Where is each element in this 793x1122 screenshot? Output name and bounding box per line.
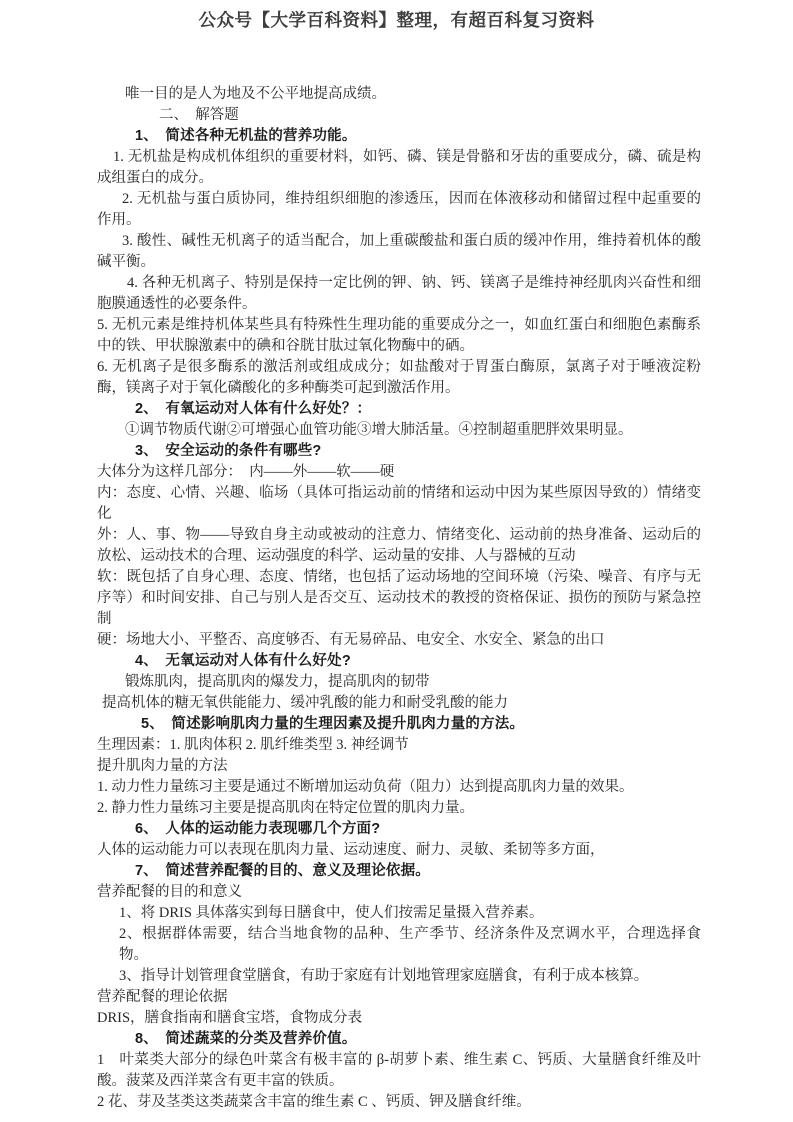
question-heading: 5、 简述影响肌肉力量的生理因素及提升肌肉力量的方法。 <box>141 716 525 732</box>
paragraph: 3、指导计划管理食堂膳食，有助于家庭有计划地管理家庭膳食，有利于成本核算。 <box>119 968 649 984</box>
paragraph: 2 花、芽及茎类这类蔬菜含丰富的维生素 C 、钙质、钾及膳食纤维。 <box>97 1094 531 1110</box>
question-heading: 8、 简述蔬菜的分类及营养价值。 <box>135 1031 357 1047</box>
question-heading: 1、 简述各种无机盐的营养功能。 <box>135 128 357 144</box>
question-heading: 3、 安全运动的条件有哪些? <box>135 443 322 459</box>
paragraph: 4. 各种无机离子、特别是保持一定比例的钾、钠、钙、镁离子是维持神经肌肉兴奋性和细胞膜通透性的必要条件。 <box>97 275 701 312</box>
watermark-title: 公众号【大学百科资料】整理，有超百科复习资料 <box>198 10 595 30</box>
paragraph: 外：人、事、物——导致自身主动或被动的注意力、情绪变化、运动前的热身准备、运动后的放松、运动技术的合理、运动强度的科学、运动量的安排、人与器械的互动 <box>97 527 701 564</box>
paragraph: 2. 无机盐与蛋白质协同，维持组织细胞的渗透压，因而在体液移动和储留过程中起重要的作用。 <box>97 191 701 228</box>
paragraph: 1. 动力性力量练习主要是通过不断增加运动负荷（阻力）达到提高肌肉力量的效果。 <box>97 779 634 795</box>
paragraph: 6. 无机离子是很多酶系的激活剂或组成成分；如盐酸对于胃蛋白酶原，氯离子对于唾液淀粉酶，镁离子对于氧化磷酸化的多种酶类可起到激活作用。 <box>97 359 701 396</box>
paragraph: 大体分为这样几部分： 内——外——软——硬 <box>97 464 395 480</box>
paragraph: 软：既包括了自身心理、态度、情绪，也包括了运动场地的空间环境（污染、噪音、有序与无序等）和时间安排、自己与别人是否交互、运动技术的教授的资格保证、损伤的预防与紧急控制 <box>97 569 701 627</box>
paragraph: 生理因素：1. 肌肉体积 2. 肌纤维类型 3. 神经调节 <box>97 737 409 753</box>
paragraph: ①调节物质代谢②可增强心血管功能③增大肺活量。④控制超重肥胖效果明显。 <box>125 422 633 438</box>
paragraph: 唯一目的是人为地及不公平地提高成绩。 <box>125 86 386 102</box>
paragraph: 2. 静力性力量练习主要是提高肌肉在特定位置的肌肉力量。 <box>97 800 474 816</box>
question-heading: 2、 有氧运动对人体有什么好处？： <box>135 401 372 417</box>
paragraph: 提高机体的糖无氧供能能力、缓冲乳酸的能力和耐受乳酸的能力 <box>102 695 508 711</box>
paragraph: 3. 酸性、碱性无机离子的适当配合，加上重碳酸盐和蛋白质的缓冲作用，维持着机体的酸碱平衡。 <box>97 233 701 270</box>
paragraph: 1 叶菜类大部分的绿色叶菜含有极丰富的 β-胡萝卜素、维生素 C、钙质、大量膳食纤维及叶酸。菠菜及西洋菜含有更丰富的铁质。 <box>97 1052 701 1089</box>
paragraph: DRIS，膳食指南和膳食宝塔，食物成分表 <box>97 1010 363 1026</box>
paragraph: 硬：场地大小、平整否、高度够否、有无易碎品、电安全、水安全、紧急的出口 <box>97 632 605 648</box>
question-heading: 7、 简述营养配餐的目的、意义及理论依据。 <box>135 863 431 879</box>
paragraph: 二、 解答题 <box>159 107 239 123</box>
paragraph: 内：态度、心情、兴趣、临场（具体可指运动前的情绪和运动中因为某些原因导致的）情绪变化 <box>97 485 701 522</box>
paragraph: 1. 无机盐是构成机体组织的重要材料，如钙、磷、镁是骨骼和牙齿的重要成分，磷、硫是构成组蛋白的成分。 <box>97 149 701 186</box>
paragraph: 营养配餐的理论依据 <box>97 989 228 1005</box>
paragraph: 营养配餐的目的和意义 <box>97 884 242 900</box>
paragraph: 1、将 DRIS 具体落实到每日膳食中，使人们按需足量摄入营养素。 <box>119 905 544 921</box>
paragraph: 提升肌肉力量的方法 <box>97 758 228 774</box>
paragraph: 锻炼肌肉，提高肌肉的爆发力，提高肌肉的韧带 <box>125 674 430 690</box>
question-heading: 4、 无氧运动对人体有什么好处? <box>135 653 351 669</box>
question-heading: 6、 人体的运动能力表现哪几个方面? <box>135 821 381 837</box>
paragraph: 5. 无机元素是维持机体某些具有特殊性生理功能的重要成分之一，如血红蛋白和细胞色素酶系中的铁、甲状腺激素中的碘和谷胱甘肽过氧化物酶中的硒。 <box>97 317 701 354</box>
paragraph: 2、根据群体需要，结合当地食物的品种、生产季节、经济条件及烹调水平，合理选择食物。 <box>119 926 701 963</box>
paragraph: 人体的运动能力可以表现在肌肉力量、运动速度、耐力、灵敏、柔韧等多方面， <box>97 842 605 858</box>
document-body <box>97 84 701 1113</box>
